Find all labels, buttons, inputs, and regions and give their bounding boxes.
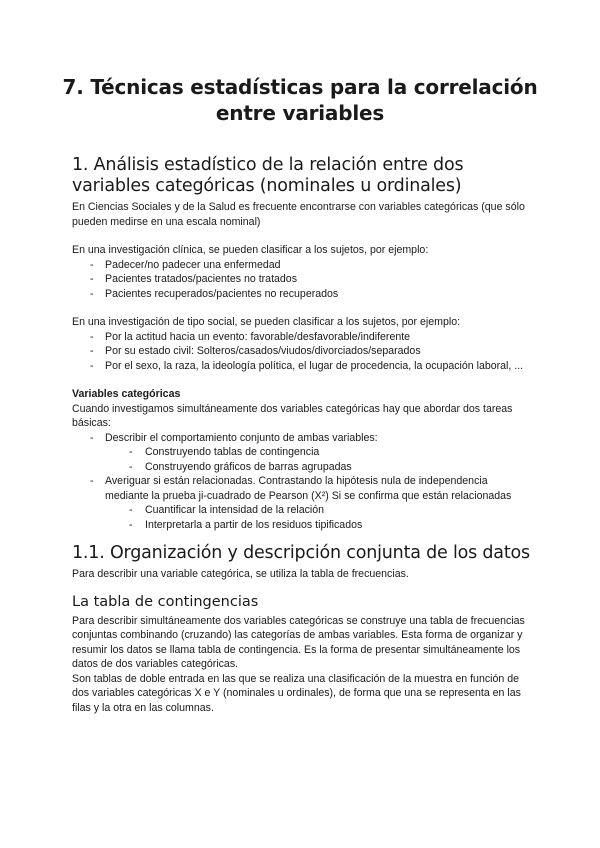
list-item: - Cuantificar la intensidad de la relación [129, 504, 325, 516]
list-item: - Pacientes recuperados/pacientes no recuperados [90, 287, 339, 300]
clinical-list [72, 258, 532, 302]
social-intro: En una investigación de tipo social, se pueden clasificar a los sujetos, por ejemplo: [72, 316, 461, 328]
section-heading-1-1: 1.1. Organización y descripción conjunta de los datos [72, 543, 530, 563]
list-item: - Describir el comportamiento conjunto de ambas variables: - Construyendo tablas de contingencia - Construyendo gráficos de barras agrupadas [72, 431, 532, 475]
page-title: 7. Técnicas estadísticas para la correlación entre variables [62, 75, 538, 125]
social-list [72, 330, 532, 374]
contingency-paragraph-1: Para describir simultáneamente dos variables categóricas se construye una tabla de frecuencias conjuntas combinando (cruzando) las categorías de ambas variables. Esta forma de organizar y resumir los datos se llama tabla de contingencia. Es la forma de presentar simultáneamente los datos de dos variables categóricas. [72, 614, 525, 670]
list-item: - Construyendo tablas de contingencia [129, 446, 320, 458]
section-heading-1: 1. Análisis estadístico de la relación entre dos variables categóricas (nominales u ordinales) [72, 155, 464, 196]
list-item: - Por su estado civil: Solteros/casados/viudos/divorciados/separados [90, 345, 421, 357]
list-item: - Averiguar si están relacionadas. Contrastando la hipótesis nula de independencia mediante la prueba ji-cuadrado de Pearson (X²) Si se confirma que están relacionadas - Cuantificar la intensidad de la relación - Interpretarla a partir de los residuos tipificados [72, 474, 532, 532]
list-item: - Construyendo gráficos de barras agrupadas [129, 460, 352, 473]
sub-list [105, 503, 532, 532]
list-item: - Por la actitud hacia un evento: favorable/desfavorable/indiferente [90, 330, 411, 343]
list-item: - Por el sexo, la raza, la ideología política, el lugar de procedencia, la ocupación laboral, ... [90, 359, 524, 372]
section-1-intro: En Ciencias Sociales y de la Salud es frecuente encontrarse con variables categóricas (que sólo pueden medirse en una escala nominal) [72, 201, 525, 228]
list-item: - Pacientes tratados/pacientes no tratados [90, 273, 297, 285]
list-item: - Padecer/no padecer una enfermedad [90, 258, 281, 271]
contingency-paragraph-2: Son tablas de doble entrada en las que se realiza una clasificación de la muestra en función de dos variables categóricas X e Y (nominales u ordinales), de forma que una se representa en las filas y la otra en las columnas. [72, 672, 521, 714]
sub-list [105, 445, 532, 474]
section-1-1-intro: Para describir una variable categórica, se utiliza la tabla de frecuencias. [72, 568, 409, 580]
categorical-variables-intro: Cuando investigamos simultáneamente dos variables categóricas hay que abordar dos tareas básicas: [72, 402, 513, 429]
categorical-variables-heading: Variables categóricas [72, 388, 181, 400]
contingency-table-heading: La tabla de contingencias [72, 593, 259, 610]
document-body [72, 155, 532, 715]
tasks-list [72, 431, 532, 533]
list-item: - Interpretarla a partir de los residuos tipificados [129, 518, 363, 531]
clinical-intro: En una investigación clínica, se pueden clasificar a los sujetos, por ejemplo: [72, 244, 429, 256]
